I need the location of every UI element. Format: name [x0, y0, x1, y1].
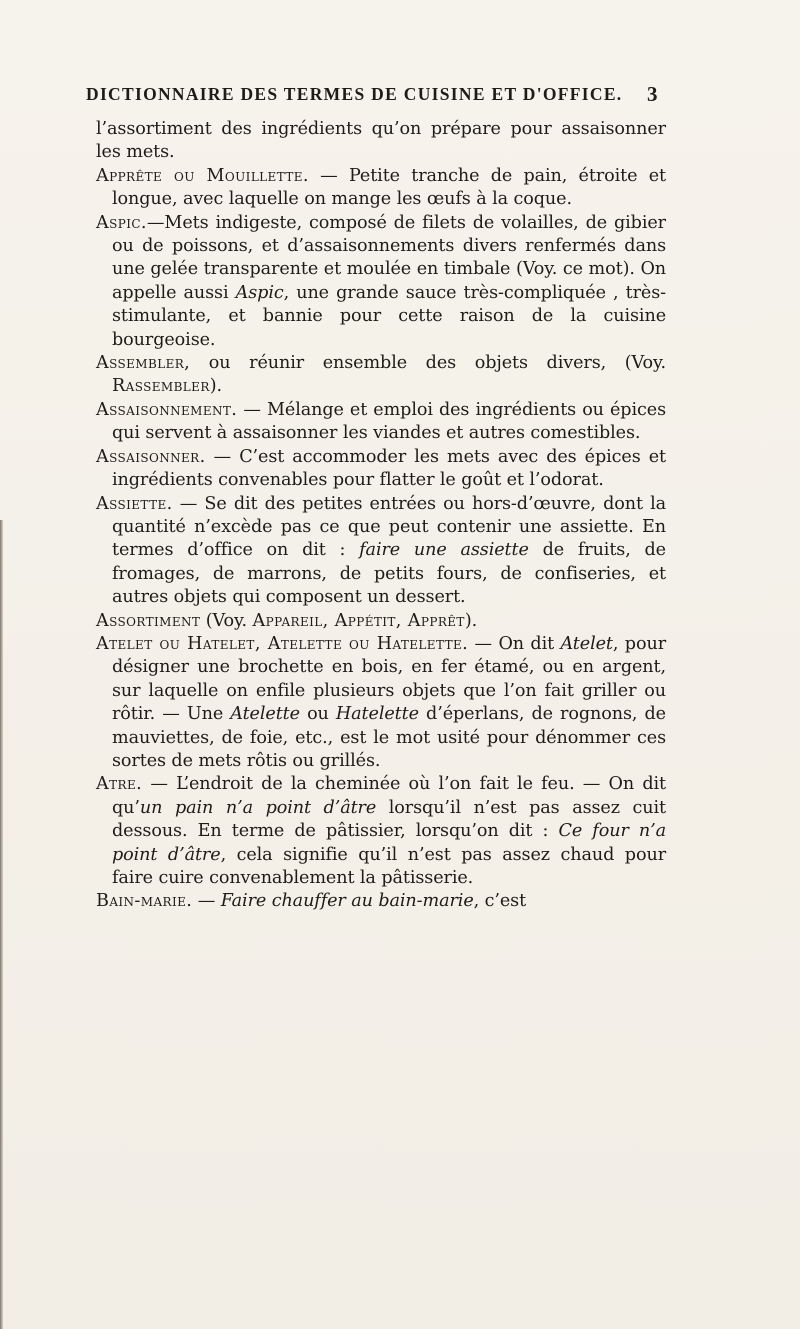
running-header: DICTIONNAIRE DES TERMES DE CUISINE ET D'OFFICE. [86, 84, 623, 104]
entry-bain-marie: Bain-marie. — Faire chauffer au bain-marie, c’est [96, 891, 527, 912]
entry-aspic: Aspic.—Mets indigeste, composé de filets de volailles, de gibier ou de poissons, et d’assaisonnements divers renfermés dans une gelée transparente et moulée en timbale (Voy. ce mot). On appelle aussi Aspic, une grande sauce très-compliquée , très-stimulante, et bannie pour cette raison de la cuisine bourgeoise. [96, 212, 666, 350]
entry-headword: Assortiment [96, 610, 201, 631]
page-edge-shadow [0, 520, 3, 1329]
dictionary-text [96, 118, 666, 914]
entry-assortiment: Assortiment (Voy. Appareil, Appétit, Apprêt). [96, 610, 478, 631]
entry-headword: Aspic. [96, 212, 147, 233]
entry-headword: Atre. [96, 774, 143, 795]
entry-headword: Assaisonnement. [96, 399, 238, 420]
entry-headword: Apprête ou Mouillette. [96, 165, 309, 186]
entry-assaisonnement: Assaisonnement. — Mélange et emploi des ingrédients ou épices qui servent à assaisonner les viandes et autres comestibles. [96, 399, 666, 444]
entry-atre: Atre. — L’endroit de la cheminée où l’on fait le feu. — On dit qu’un pain n’a point d’âtre lorsqu’il n’est pas assez cuit dessous. En terme de pâtissier, lorsqu’on dit : Ce four n’a point d’âtre, cela signifie qu’il n’est pas assez chaud pour faire cuire convenablement la pâtisserie. [96, 774, 667, 888]
page-number: 3 [647, 82, 658, 106]
entry-headword: Assiette. [96, 493, 173, 514]
entry-continuation: l’assortiment des ingrédients qu’on prépare pour assaisonner les mets. [96, 119, 666, 163]
entry-headword: Assaisonner. [96, 446, 206, 467]
entry-atelet: Atelet ou Hatelet, Atelette ou Hatelette. — On dit Atelet, pour désigner une brochette en bois, en fer étamé, ou en argent, sur laquelle on enfile plusieurs objets que l’on fait griller ou rôtir. — Une Atelette ou Hatelette d’éperlans, de rognons, de mauviettes, de foie, etc., est le mot usité pour dénommer ces sortes de mets rôtis ou grillés. [96, 633, 667, 771]
entry-headword: Assembler, [96, 353, 191, 374]
entry-apprete: Apprête ou Mouillette. — Petite tranche de pain, étroite et longue, avec laquelle on mange les œufs à la coque. [96, 165, 666, 210]
entry-assembler: Assembler, ou réunir ensemble des objets divers, (Voy. Rassembler). [96, 353, 666, 397]
entry-assaisonner: Assaisonner. — C’est accommoder les mets avec des épices et ingrédients convenables pour flatter le goût et l’odorat. [96, 446, 666, 491]
entry-headword: Atelet ou Hatelet, Atelette ou Hatelette. [96, 633, 469, 654]
entry-assiette: Assiette. — Se dit des petites entrées ou hors-d’œuvre, dont la quantité n’excède pas ce que peut contenir une assiette. En termes d’office on dit : faire une assiette de fruits, de fromages, de marrons, de petits fours, de confiseries, et autres objets qui composent un dessert. [96, 493, 666, 608]
entry-headword: Bain-marie. [96, 891, 193, 912]
